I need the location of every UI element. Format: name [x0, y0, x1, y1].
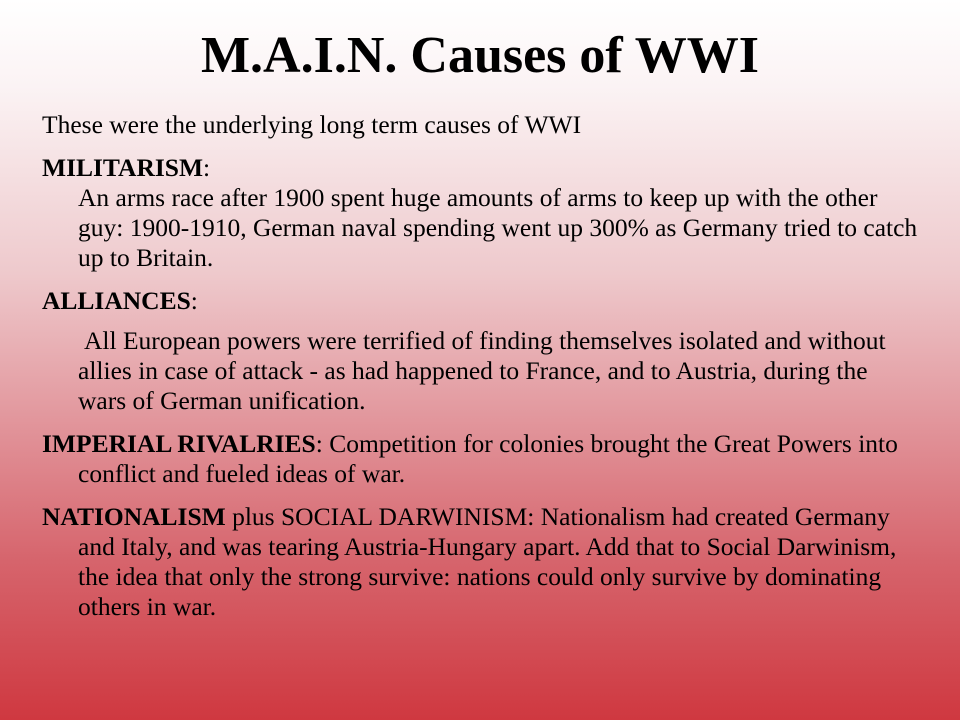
nationalism-section	[42, 502, 922, 622]
nationalism-text: plus SOCIAL DARWINISM: Nationalism had created Germany and Italy, and was tearing Austria-Hungary apart. Add that to Social Darwinism, the idea that only the strong survive: nations could only survive by dominating others in war.	[78, 502, 897, 621]
militarism-heading: MILITARISM	[42, 153, 204, 182]
alliances-heading: ALLIANCES	[42, 286, 191, 315]
nationalism-heading: NATIONALISM	[42, 502, 226, 531]
alliances-section	[42, 286, 922, 416]
slide-body	[42, 110, 922, 635]
militarism-text: An arms race after 1900 spent huge amounts of arms to keep up with the other guy: 1900-1910, German naval spending went up 300% as Germany tried to catch up to Britain.	[78, 183, 918, 272]
slide-title: M.A.I.N. Causes of WWI	[200, 27, 760, 84]
militarism-heading-line	[42, 153, 922, 183]
imperial-heading: IMPERIAL RIVALRIES	[42, 429, 316, 458]
alliances-colon: :	[190, 286, 198, 315]
alliances-text: All European powers were terrified of finding themselves isolated and without allies in case of attack - as had happened to France, and to Austria, during the wars of German unification.	[78, 326, 886, 415]
imperial-text: : Competition for colonies brought the Great Powers into conflict and fueled ideas of war.	[78, 429, 898, 488]
intro-text: These were the underlying long term causes of WWI	[42, 110, 582, 139]
alliances-heading-line	[42, 286, 922, 316]
militarism-colon: :	[203, 153, 211, 182]
imperial-section	[42, 429, 922, 489]
alliances-text-wrap	[42, 326, 922, 416]
militarism-section	[42, 153, 922, 273]
